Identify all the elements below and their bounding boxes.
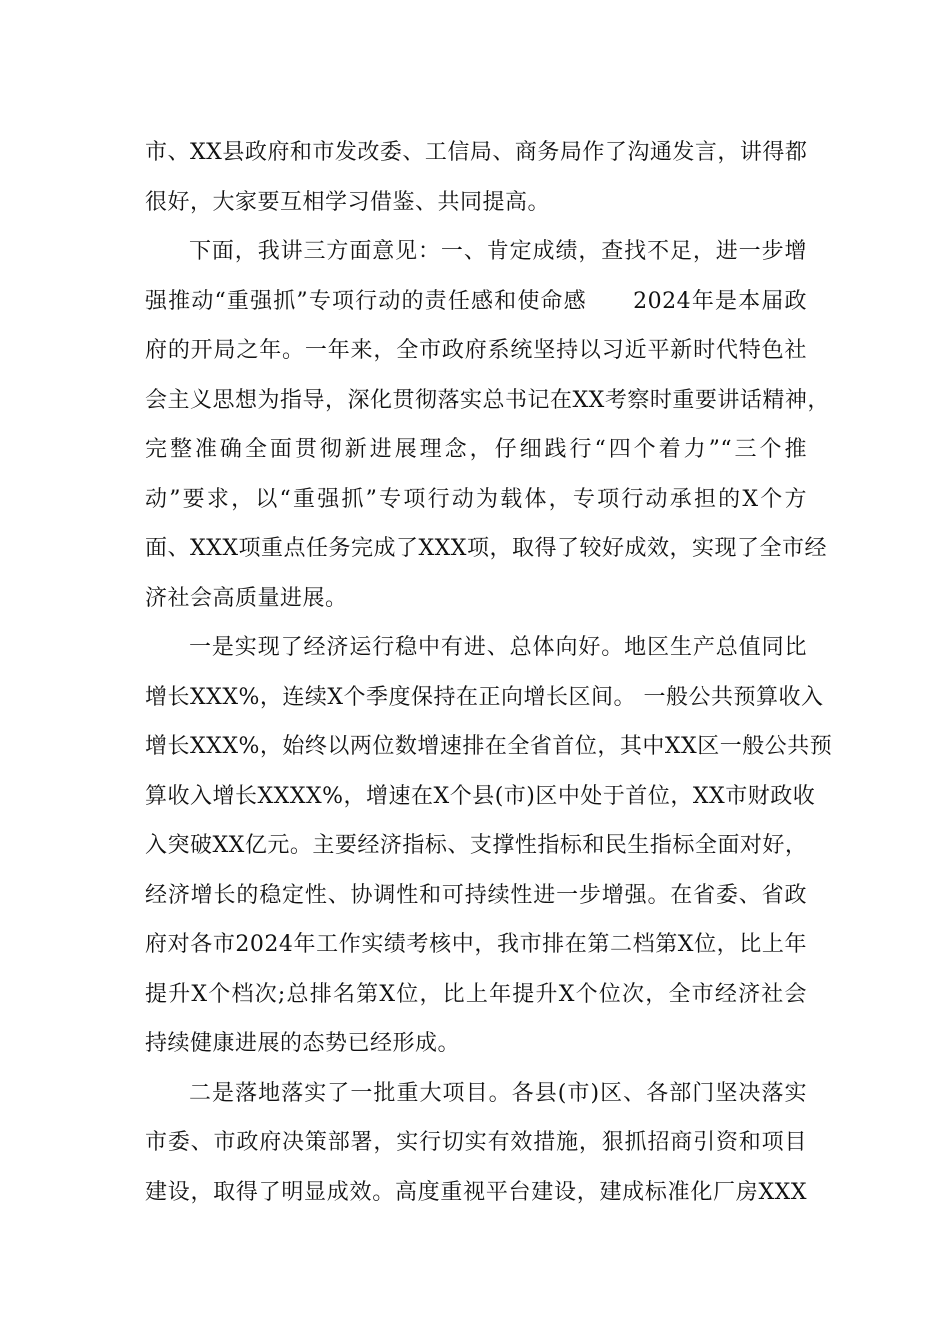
text-line: 算收入增长XXXX%，增速在X个县(市)区中处于首位，XX市财政收 bbox=[145, 783, 816, 809]
paragraph bbox=[145, 1069, 807, 1218]
text-line: 一是实现了经济运行稳中有进、总体向好。地区生产总值同比 bbox=[189, 635, 807, 660]
body-text bbox=[145, 128, 833, 1217]
text-line: 入突破XX亿元。主要经济指标、支撑性指标和民生指标全面对好， bbox=[145, 833, 808, 858]
text-line: 增长XXX%，始终以两位数增速排在全省首位，其中XX区一般公共预 bbox=[145, 734, 833, 759]
text-line: 完整准确全面贯彻新进展理念，仔细践行“四个着力”“三个推 bbox=[145, 437, 807, 462]
text-line: 市委、市政府决策部署，实行切实有效措施，狠抓招商引资和项目 bbox=[145, 1130, 807, 1155]
text-line: 经济增长的稳定性、协调性和可持续性进一步增强。在省委、省政 bbox=[145, 882, 807, 908]
paragraph bbox=[145, 128, 807, 227]
text-line: 市、XX县政府和市发改委、工信局、商务局作了沟通发言，讲得都 bbox=[145, 140, 808, 165]
text-line: 会主义思想为指导，深化贯彻落实总书记在XX考察时重要讲话精神， bbox=[145, 387, 830, 413]
text-line: 济社会高质量进展。 bbox=[145, 585, 348, 611]
text-line: 府的开局之年。一年来，全市政府系统坚持以习近平新时代特色社 bbox=[145, 338, 807, 363]
paragraph bbox=[145, 623, 833, 1069]
text-line: 提升X个档次;总排名第X位，比上年提升X个位次，全市经济社会 bbox=[145, 981, 807, 1007]
paragraph bbox=[145, 227, 830, 623]
text-line: 很好，大家要互相学习借鉴、共同提高。 bbox=[145, 189, 551, 215]
text-line: 府对各市2024年工作实绩考核中，我市排在第二档第X位，比上年 bbox=[145, 932, 807, 957]
text-line: 面、XXX项重点任务完成了XXX项，取得了较好成效，实现了全市经 bbox=[145, 536, 827, 561]
text-line: 二是落地落实了一批重大项目。各县(市)区、各部门坚决落实 bbox=[189, 1080, 807, 1106]
text-line: 强推动“重强抓”专项行动的责任感和使命感 2024年是本届政 bbox=[145, 288, 807, 314]
text-line: 增长XXX%，连续X个季度保持在正向增长区间。 一般公共预算收入 bbox=[145, 684, 824, 710]
text-line: 建设，取得了明显成效。高度重视平台建设，建成标准化厂房XXX bbox=[145, 1179, 807, 1205]
text-line: 持续健康进展的态势已经形成。 bbox=[145, 1031, 461, 1056]
text-line: 下面，我讲三方面意见：一、肯定成绩，查找不足，进一步增 bbox=[189, 239, 807, 264]
text-line: 动”要求，以“重强抓”专项行动为载体，专项行动承担的X个方 bbox=[145, 486, 807, 512]
